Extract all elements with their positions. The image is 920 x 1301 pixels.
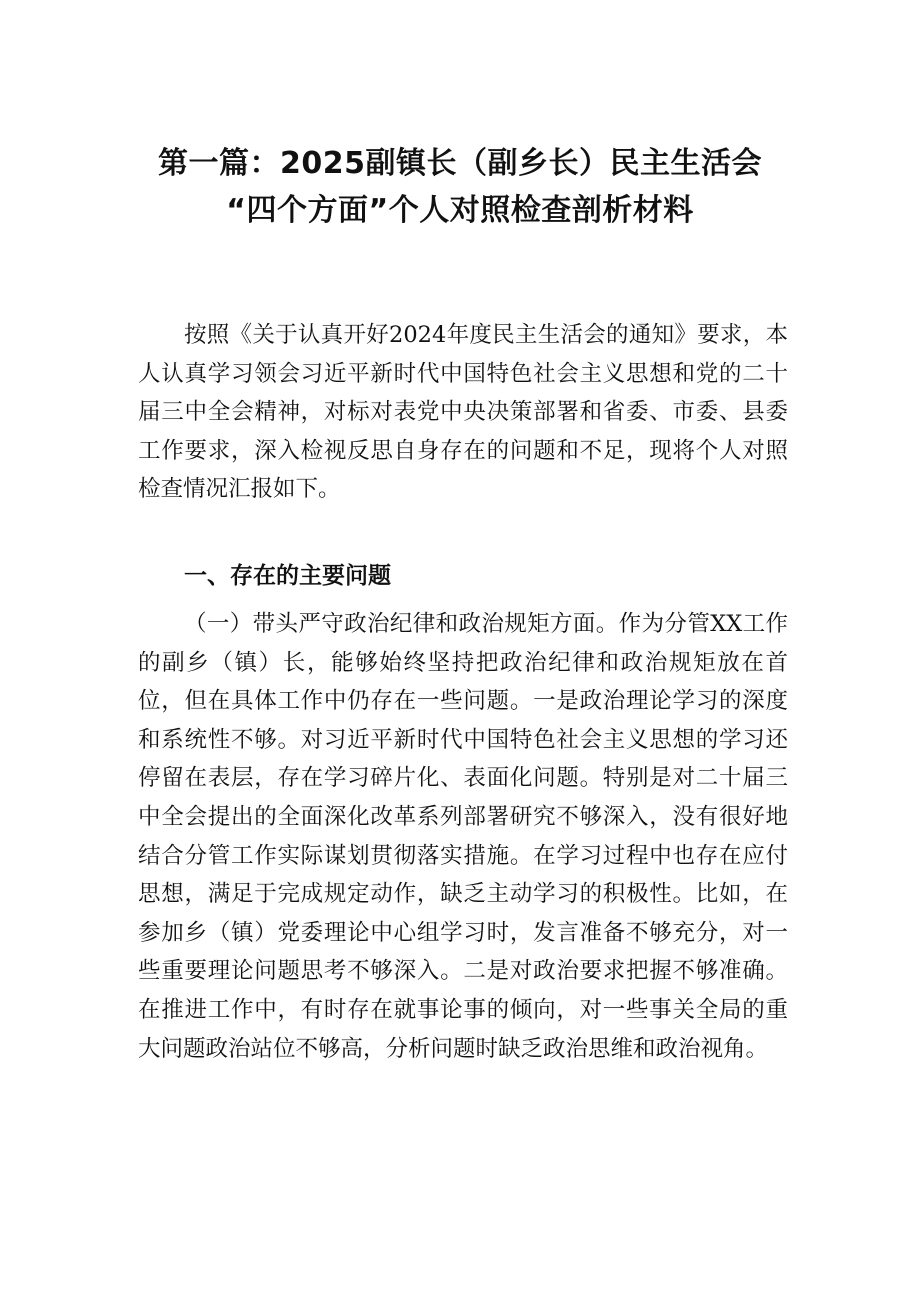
document-title-line-2: “四个方面”个人对照检查剖析材料 [226,193,694,228]
document-title-line-1: 第一篇：2025副镇长（副乡长）民主生活会 [158,146,762,181]
section-heading: 一、存在的主要问题 [184,563,391,589]
intro-paragraph: 按照《关于认真开好2024年度民主生活会的通知》要求，本人认真学习领会习近平新时代中国特色社会主义思想和党的二十届三中全会精神，对标对表党中央决策部署和省委、市委、县委工作要求，深入检视反思自身存在的问题和不足，现将个人对照检查情况汇报如下。 [138,322,788,503]
section-paragraph: （一）带头严守政治纪律和政治规矩方面。作为分管XX工作的副乡（镇）长，能够始终坚持把政治纪律和政治规矩放在首位，但在具体工作中仍存在一些问题。一是政治理论学习的深度和系统性不够。对习近平新时代中国特色社会主义思想的学习还停留在表层，存在学习碎片化、表面化问题。特别是对二十届三中全会提出的全面深化改革系列部署研究不够深入，没有很好地结合分管工作实际谋划贯彻落实措施。在学习过程中也存在应付思想，满足于完成规定动作，缺乏主动学习的积极性。比如，在参加乡（镇）党委理论中心组学习时，发言准备不够充分，对一些重要理论问题思考不够深入。二是对政治要求把握不够准确。在推进工作中，有时存在就事论事的倾向，对一些事关全局的重大问题政治站位不够高，分析问题时缺乏政治思维和政治视角。 [138,611,788,1062]
